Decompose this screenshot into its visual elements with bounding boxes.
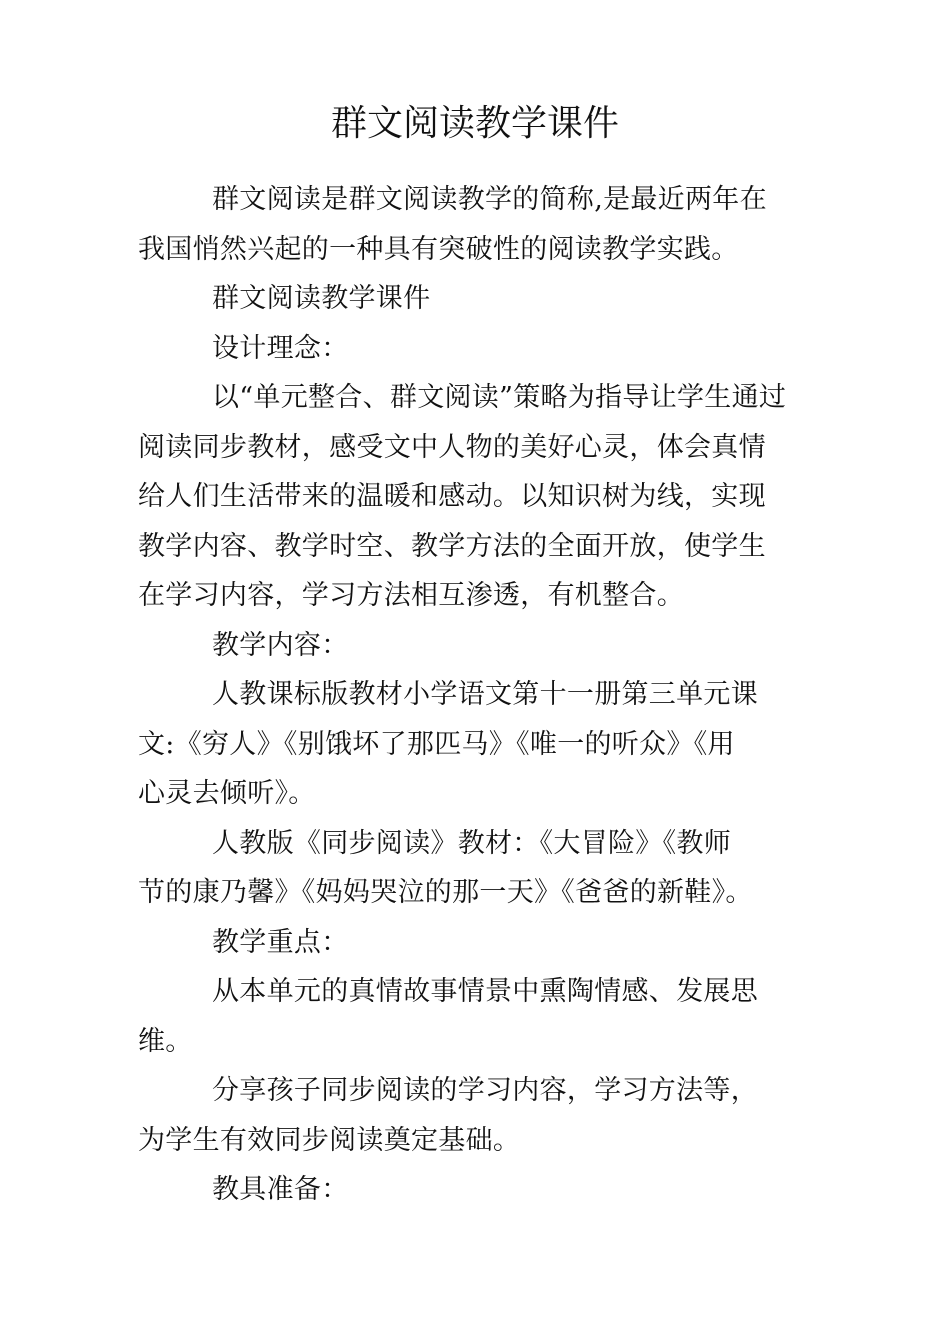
text-line: 以“单元整合、群文阅读”策略为指导让学生通过 <box>212 382 787 413</box>
text-line: 群文阅读是群文阅读教学的简称,是最近两年在 <box>212 184 767 215</box>
text-line: 在学习内容，学习方法相互渗透，有机整合。 <box>138 580 684 611</box>
document-title: 群文阅读教学课件 <box>330 103 619 144</box>
paragraph-textbook-content <box>138 670 818 819</box>
paragraph-key-point-2 <box>138 1066 818 1165</box>
text-line: 分享孩子同步阅读的学习内容，学习方法等， <box>212 1075 758 1106</box>
text-line: 心灵去倾听》。 <box>138 778 316 809</box>
text-line: 教学内容： <box>212 629 349 661</box>
text-line: 文:《穷人》《别饿坏了那匹马》《唯一的听众》《用 <box>138 728 735 760</box>
text-line: 给人们生活带来的温暖和感动。以知识树为线，实现 <box>138 481 766 512</box>
text-line: 维。 <box>138 1025 193 1057</box>
paragraph-subtitle <box>138 274 818 324</box>
section-heading-design-concept <box>138 324 818 374</box>
section-heading-teaching-content <box>138 621 818 671</box>
paragraph-intro <box>138 175 818 274</box>
paragraph-design-concept <box>138 373 818 621</box>
section-heading-key-points <box>138 918 818 968</box>
text-line: 阅读同步教材，感受文中人物的美好心灵，体会真情 <box>138 431 766 463</box>
text-line: 群文阅读教学课件 <box>212 283 431 314</box>
text-line: 我国悄然兴起的一种具有突破性的阅读教学实践。 <box>138 233 739 265</box>
text-line: 节的康乃馨》《妈妈哭泣的那一天》《爸爸的新鞋》。 <box>138 877 753 908</box>
paragraph-sync-reading-content <box>138 819 818 918</box>
text-line: 设计理念： <box>212 332 349 364</box>
text-line: 从本单元的真情故事情景中熏陶情感、发展思 <box>212 976 758 1007</box>
text-line: 教学重点： <box>212 926 349 958</box>
text-line: 为学生有效同步阅读奠定基础。 <box>138 1124 521 1156</box>
section-heading-teaching-aids <box>138 1165 818 1215</box>
text-line: 教学内容、教学时空、教学方法的全面开放，使学生 <box>138 530 766 562</box>
text-line: 人教版《同步阅读》教材：《大冒险》《教师 <box>212 827 731 859</box>
paragraph-key-point-1 <box>138 967 818 1066</box>
document-body <box>138 175 818 1215</box>
text-line: 人教课标版教材小学语文第十一册第三单元课 <box>212 679 758 710</box>
text-line: 教具准备： <box>212 1174 349 1205</box>
